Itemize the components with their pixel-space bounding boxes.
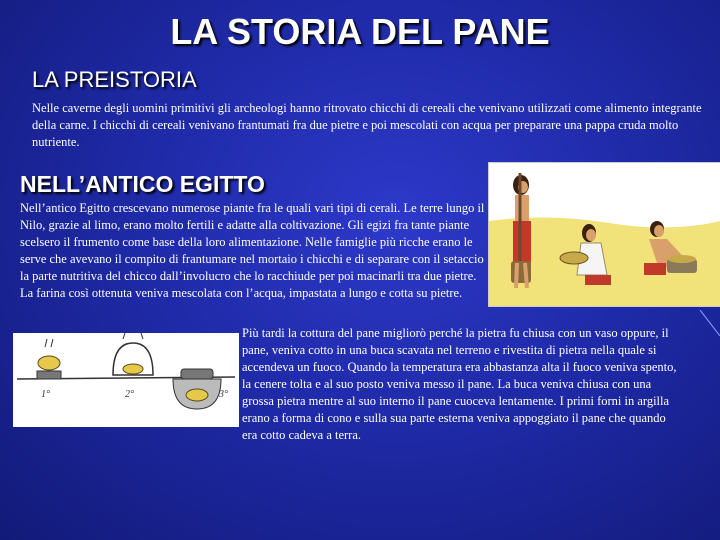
text-antico-egitto: Nell’antico Egitto crescevano numerose piante fra le quali vari tipi di cerali. Le terre lungo il Nilo, grazie al limo, erano molto fertili e adatte alla coltivazione. Gli egizi fra tante piante scelsero il frumento come base della loro alimentazione. Nelle famiglie più ricche erano le serve che avevano il compito di frantumare nel mortaio i chicchi e di separare con il setaccio la parte nutritiva del chicco dall’involucro che lo racchiude per poi macinarli tra due pietre. La farina così ottenuta veniva mescolata con l’acqua, impastata a lungo e cotta su pietre. — [20, 201, 485, 300]
bread-cooking-stages-illustration — [13, 333, 239, 427]
bread-oven-stages-icon — [13, 333, 239, 427]
heading-antico-egitto: NELL’ANTICO EGITTO — [20, 171, 265, 197]
stage-label-2: 2° — [125, 389, 134, 400]
egyptian-servants-illustration — [488, 162, 720, 307]
text-preistoria: Nelle caverne degli uomini primitivi gli archeologi hanno ritrovato chicchi di cereali che venivano utilizzati come alimento integrante della carne. I chicchi di cereali venivano frantumati fra due pietre e poi mescolati con acqua per preparare una pappa cruda molto nutriente. — [32, 101, 702, 149]
heading-preistoria: LA PREISTORIA — [32, 67, 197, 92]
decorative-line — [700, 310, 720, 340]
stage-label-1: 1° — [41, 389, 50, 400]
stage-label-3: 3° — [219, 389, 228, 400]
egyptian-servants-grinding-grain-icon — [489, 163, 720, 306]
text-cottura: Più tardi la cottura del pane migliorò perché la pietra fu chiusa con un vaso oppure, il pane, veniva cotto in una buca scavata nel terreno e rivestita di pietra nella quale si accendeva un fuoco. Quando la temperatura era abbastanza alta il fuoco veniva spento, la cenere tolta e al suo posto veniva messo il pane. La buca veniva chiusa con una grossa pietra mentre al suo interno il pane cuoceva lentamente. I primi forni in argilla erano a forma di cono e sulla sua parte esterna veniva appoggiato il pane che quando era cotto cadeva a terra. — [242, 326, 677, 442]
slide-title: LA STORIA DEL PANE — [170, 11, 550, 52]
